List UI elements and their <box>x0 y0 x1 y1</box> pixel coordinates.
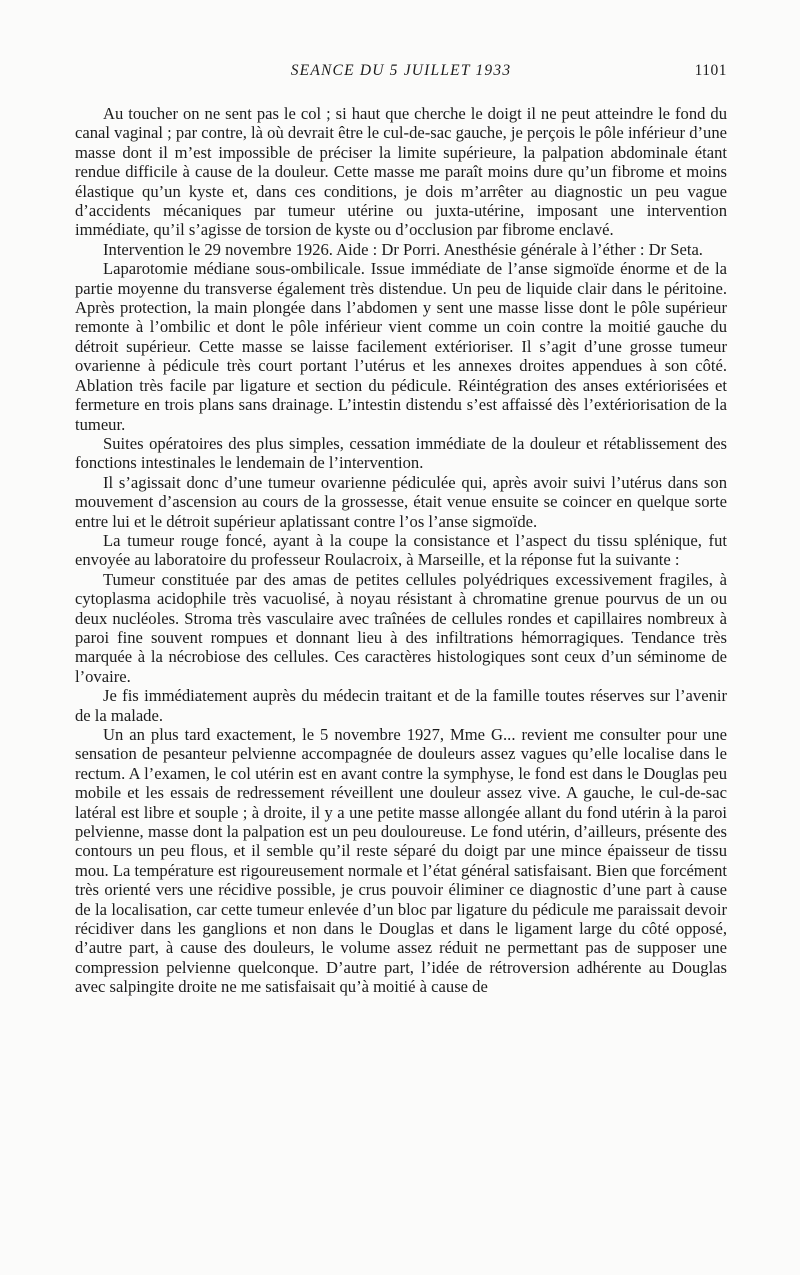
paragraph: Au toucher on ne sent pas le col ; si haut que cherche le doigt il ne peut atteindre le fond du canal vaginal ; par contre, là où devrait être le cul-de-sac gauche, je perçois le pôle inférieur d’une masse dont il m’est impossible de préciser la limite supérieure, la palpation abdominale étant rendue difficile à cause de la douleur. Cette masse me paraît moins dure qu’un fibrome et moins élastique qu’un kyste et, dans ces conditions, je dois m’arrêter au diagnostic un peu vague d’accidents mécaniques par tumeur utérine ou juxta-utérine, imposant une intervention immédiate, qu’il s’agisse de torsion de kyste ou d’occlusion par fibrome enclavé. <box>75 104 727 240</box>
running-title: SEANCE DU 5 JUILLET 1933 <box>290 62 512 79</box>
page-header <box>75 62 727 86</box>
paragraph: Tumeur constituée par des amas de petites cellules polyédriques excessivement fragiles, à cytoplasma acidophile très vacuolisé, à noyau résistant à chromatine grenue pourvus de un ou deux nucléoles. Stroma très vasculaire avec traînées de cellules rondes et capillaires nombreux à paroi fine souvent rompues et donnant lieu à des infiltrations hémorragiques. Tendance très marquée à la nécrobiose des cellules. Ces caractères histologiques sont ceux d’un séminome de l’ovaire. <box>75 569 727 686</box>
paragraph: Je fis immédiatement auprès du médecin traitant et de la famille toutes réserves sur l’avenir de la malade. <box>75 686 727 725</box>
paragraph: Suites opératoires des plus simples, cessation immédiate de la douleur et rétablissement des fonctions intestinales le lendemain de l’intervention. <box>75 433 727 473</box>
body-text <box>75 104 727 997</box>
paragraph: Un an plus tard exactement, le 5 novembre 1927, Mme G... revient me consulter pour une sensation de pesanteur pelvienne accompagnée de douleurs assez vagues qu’elle localise dans le rectum. A l’examen, le col utérin est en avant contre la symphyse, le fond est dans le Douglas peu mobile et les essais de redressement réveillent une douleur assez vive. A gauche, le cul-de-sac latéral est libre et souple ; à droite, il y a une petite masse allongée allant du fond utérin à la paroi pelvienne, masse dont la palpation est un peu douloureuse. Le fond utérin, d’ailleurs, présente des contours un peu flous, et il semble qu’il reste séparé du doigt par une mince épaisseur de tissu mou. La température est rigoureusement normale et l’état général satisfaisant. Bien que forcément très orienté vers une récidive possible, je crus pouvoir éliminer ce diagnostic d’une part à cause de la localisation, car cette tumeur enlevée d’un bloc par ligature du pédicule me paraissait devoir récidiver dans les ganglions et non dans le Douglas et dans le ligament large du côté opposé, d’autre part, à cause des douleurs, le volume assez réduit ne permettant pas de supposer une compression pelvienne quelconque. D’autre part, l’idée de rétroversion adhérente au Douglas avec salpingite droite ne me satisfaisait qu’à moitié à cause de <box>75 725 727 997</box>
paragraph: Il s’agissait donc d’une tumeur ovarienne pédiculée qui, après avoir suivi l’utérus dans son mouvement d’ascension au cours de la grossesse, était venue ensuite se coincer en quelque sorte entre lui et le détroit supérieur aplatissant contre l’os l’anse sigmoïde. <box>75 472 727 531</box>
page-number: 1101 <box>694 62 727 79</box>
paragraph: La tumeur rouge foncé, ayant à la coupe la consistance et l’aspect du tissu splénique, fut envoyée au laboratoire du professeur Roulacroix, à Marseille, et la réponse fut la suivante : <box>75 530 727 570</box>
paragraph: Laparotomie médiane sous-ombilicale. Issue immédiate de l’anse sigmoïde énorme et de la partie moyenne du transverse également très distendue. Un peu de liquide clair dans le péritoine. Après protection, la main plongée dans l’abdomen y sent une masse lisse dont le pôle supérieur remonte à l’ombilic et dont le pôle inférieur vient comme un coin contre la moitié gauche du détroit supérieur. Cette masse se laisse facilement extérioriser. Il s’agit d’une grosse tumeur ovarienne à pédicule très court portant l’utérus et les annexes droites appendues à son côté. Ablation très facile par ligature et section du pédicule. Réintégration des anses extériorisées et fermeture en trois plans sans drainage. L’intestin distendu s’est affaissé dès l’extériorisation de la tumeur. <box>75 259 727 434</box>
paragraph: Intervention le 29 novembre 1926. Aide : Dr Porri. Anesthésie générale à l’éther : Dr Seta. <box>103 239 703 259</box>
